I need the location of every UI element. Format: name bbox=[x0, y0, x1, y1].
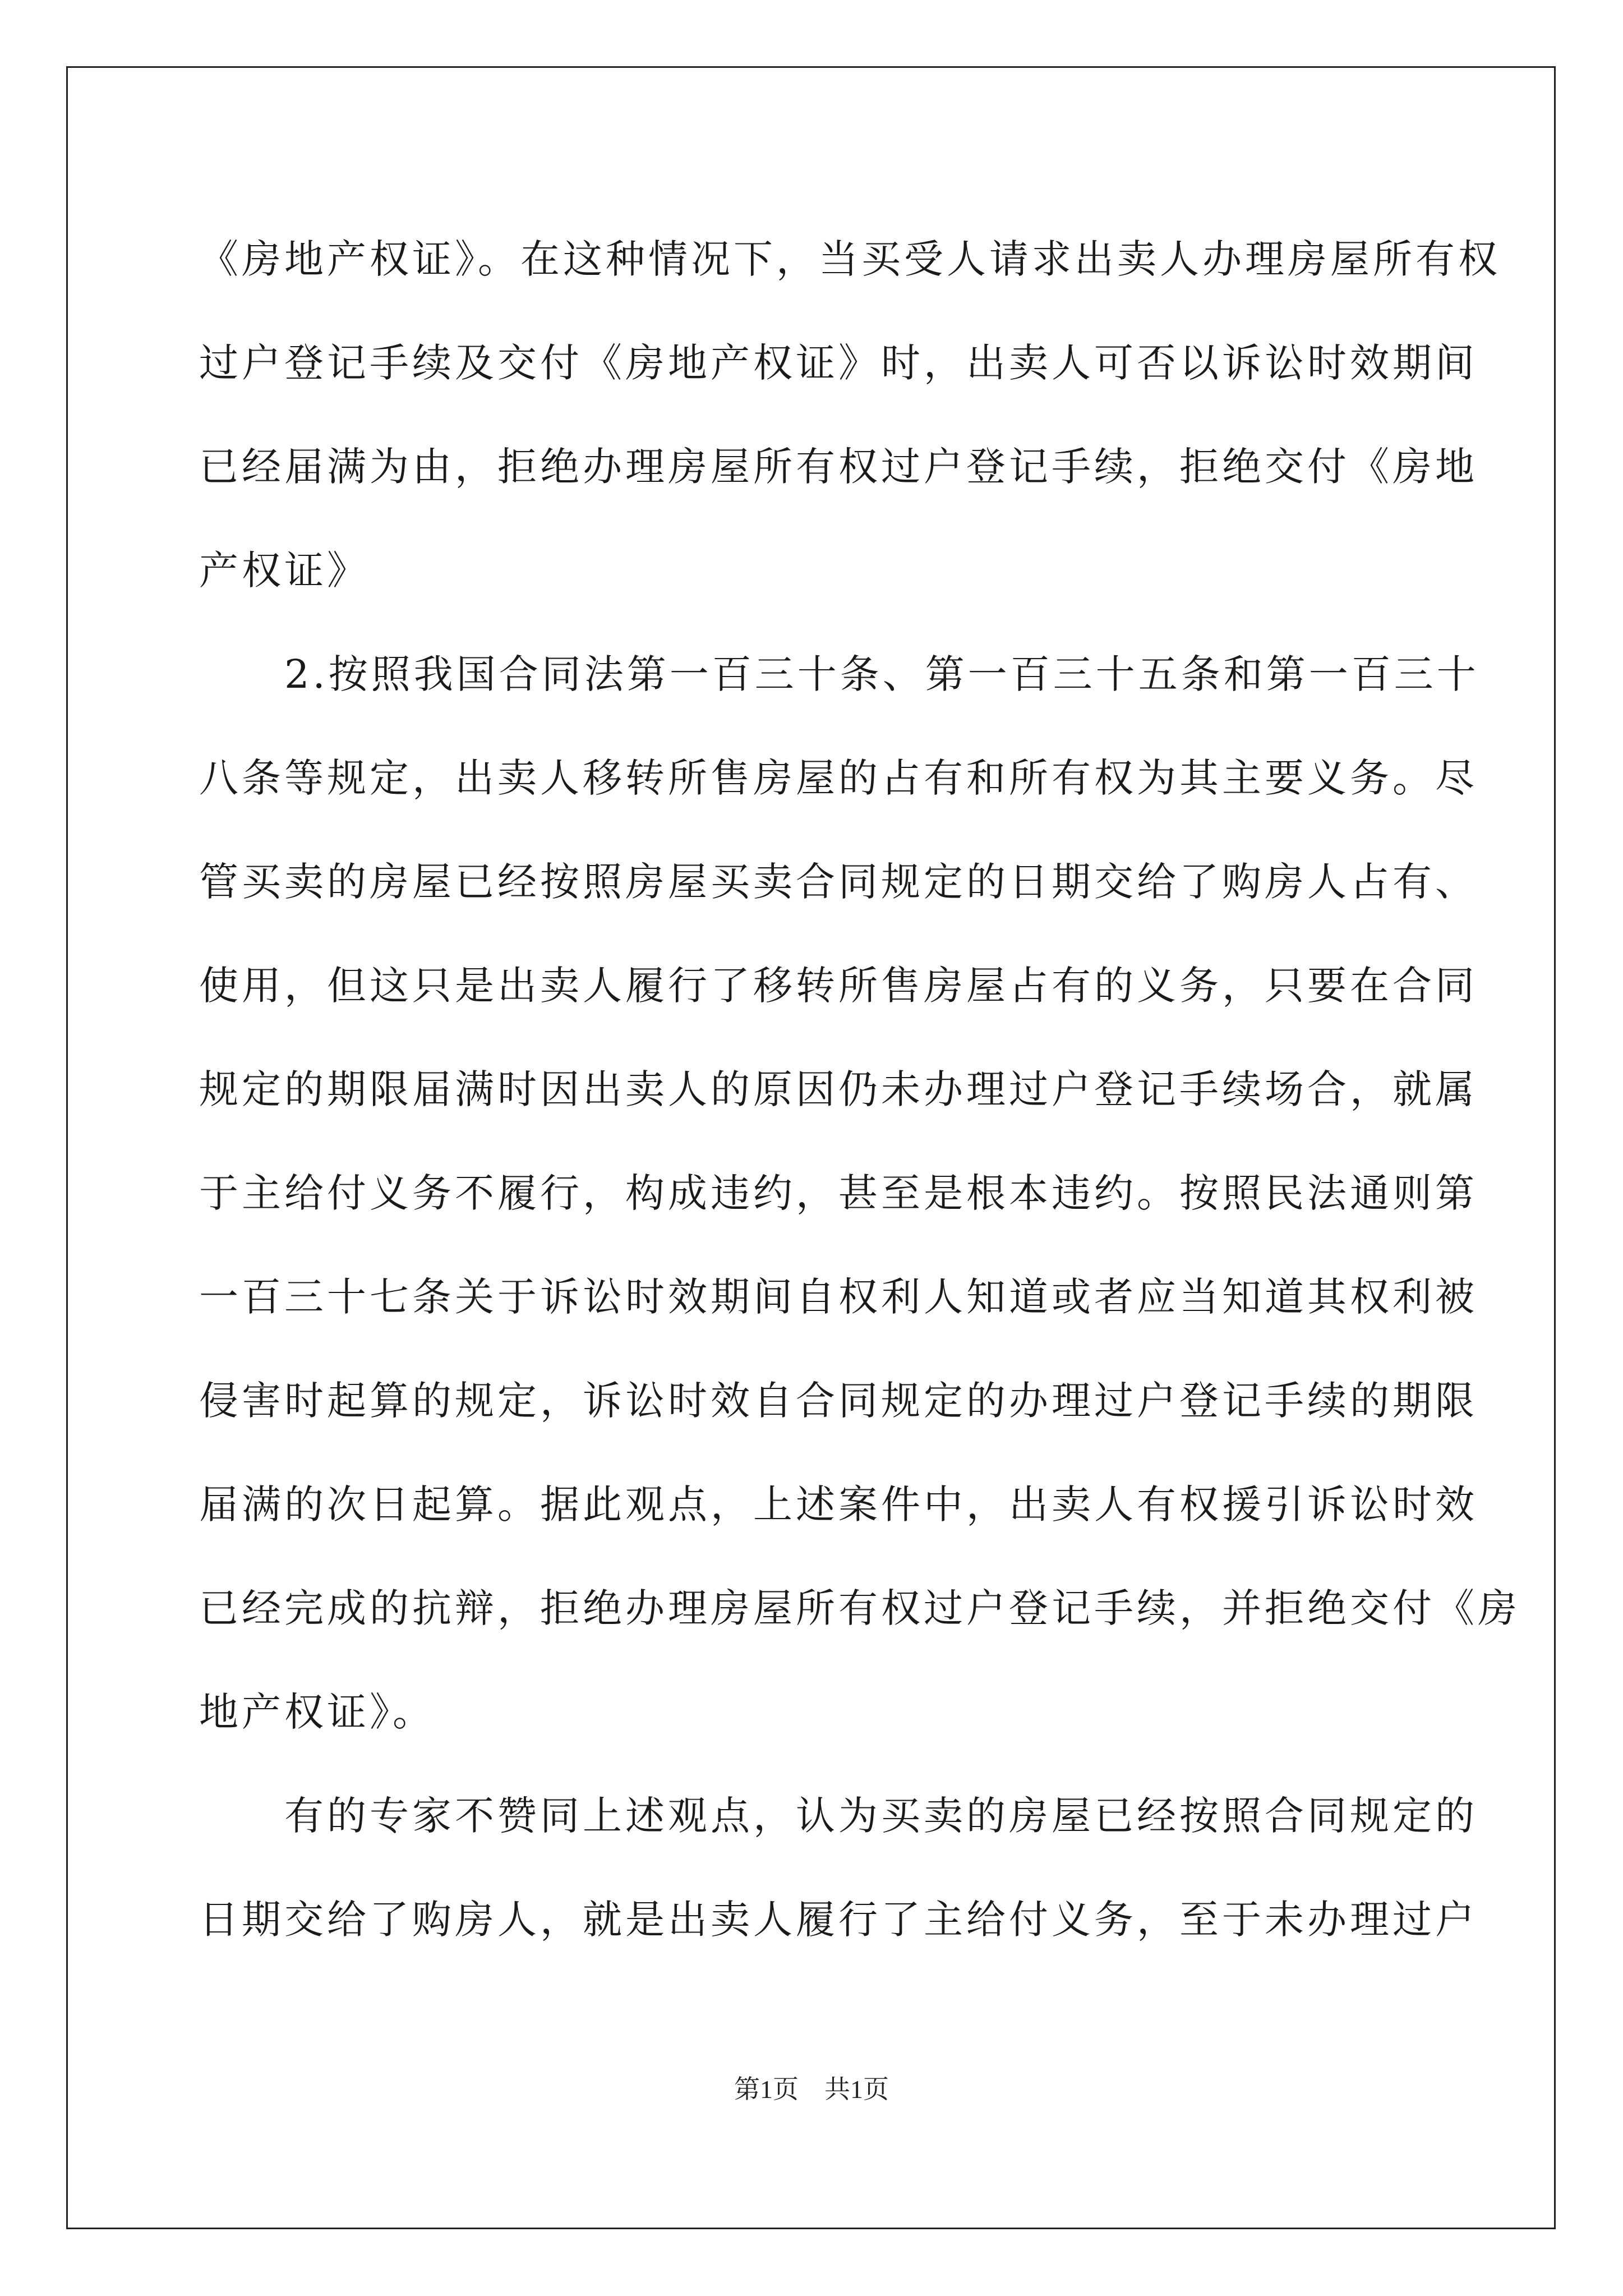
text-line: 已经完成的抗辩，拒绝办理房屋所有权过户登记手续，并拒绝交付《房 bbox=[199, 1585, 1520, 1631]
text-line: 产权证》 bbox=[199, 547, 370, 593]
page-footer: 第1页 共1页 bbox=[734, 2075, 889, 2104]
text-line: 过户登记手续及交付《房地产权证》时，出卖人可否以诉讼时效期间 bbox=[199, 340, 1478, 386]
text-line: 于主给付义务不履行，构成违约，甚至是根本违约。按照民法通则第 bbox=[199, 1170, 1478, 1216]
text-line: 届满的次日起算。据此观点，上述案件中，出卖人有权援引诉讼时效 bbox=[199, 1481, 1478, 1527]
text-line: 八条等规定，出卖人移转所售房屋的占有和所有权为其主要义务。尽 bbox=[199, 755, 1478, 801]
text-line: 日期交给了购房人，就是出卖人履行了主给付义务，至于未办理过户 bbox=[199, 1897, 1478, 1943]
text-line: 规定的期限届满时因出卖人的原因仍未办理过户登记手续场合，就属 bbox=[199, 1066, 1478, 1112]
text-line: 有的专家不赞同上述观点，认为买卖的房屋已经按照合同规定的 bbox=[199, 1793, 1478, 1839]
text-line: 《房地产权证》。在这种情况下，当买受人请求出卖人办理房屋所有权 bbox=[199, 236, 1501, 282]
text-line: 地产权证》。 bbox=[199, 1689, 435, 1735]
text-line: 使用，但这只是出卖人履行了移转所售房屋占有的义务，只要在合同 bbox=[199, 963, 1478, 1009]
text-line: 侵害时起算的规定，诉讼时效自合同规定的办理过户登记手续的期限 bbox=[199, 1378, 1478, 1424]
document-body bbox=[199, 208, 1520, 1972]
text-line: 一百三十七条关于诉讼时效期间自权利人知道或者应当知道其权利被 bbox=[199, 1274, 1478, 1320]
text-line: 管买卖的房屋已经按照房屋买卖合同规定的日期交给了购房人占有、 bbox=[199, 859, 1478, 905]
text-line: 2.按照我国合同法第一百三十条、第一百三十五条和第一百三十 bbox=[199, 651, 1479, 697]
text-line: 已经届满为由，拒绝办理房屋所有权过户登记手续，拒绝交付《房地 bbox=[199, 444, 1478, 490]
